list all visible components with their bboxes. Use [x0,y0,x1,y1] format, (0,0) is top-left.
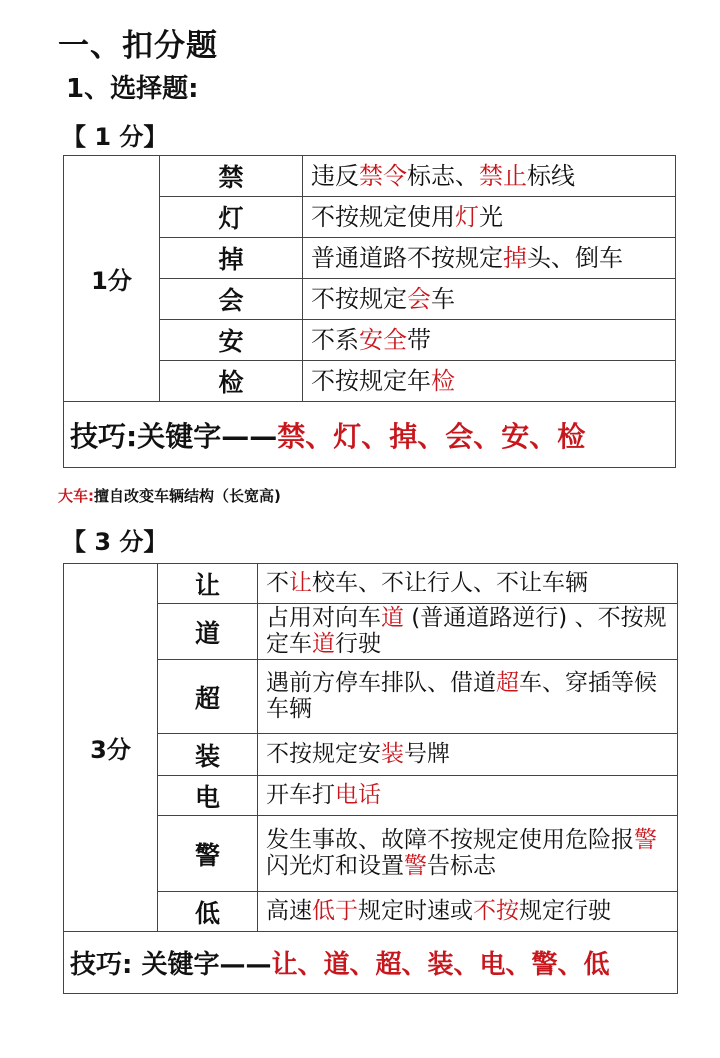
description-cell [303,197,676,238]
tip-cell [64,932,678,994]
keyword-cell: 低 [158,892,258,932]
keyword-cell: 检 [160,361,303,402]
description-text: 告标志 [427,852,496,879]
tip-keywords: 禁、灯、掉、会、安、检 [277,419,586,453]
description-cell [258,816,678,892]
three-point-table [63,563,678,994]
keyword-cell: 装 [158,734,258,776]
description-text: 头、倒车 [527,243,623,272]
description-text: 标志、 [407,161,479,190]
keyword-highlight: 超 [496,669,519,696]
keyword-cell: 道 [158,604,258,660]
keyword-cell: 让 [158,564,258,604]
keyword-cell: 禁 [160,156,303,197]
tip-row [64,402,676,468]
description-text: 规定时速或 [358,897,473,924]
keyword-highlight: 禁令 [359,161,407,190]
description-text: 号牌 [404,740,450,767]
score-cell: 3分 [64,564,158,932]
keyword-highlight: 警 [404,852,427,879]
section-heading: 一、扣分题 [58,28,218,64]
tip-keywords: 让、道、超、装、电、警、低 [271,950,610,980]
description-cell [258,734,678,776]
description-text: 普通道路不按规定 [311,243,503,272]
one-point-rows [64,156,676,468]
subsection-heading: 1、选择题: [66,74,199,104]
description-text: 闪光灯和设置 [266,852,404,879]
one-point-label: 【 1 分】 [62,123,168,151]
description-text: 光 [479,202,503,231]
description-cell [258,604,678,660]
keyword-cell: 电 [158,776,258,816]
keyword-highlight: 电话 [335,781,381,808]
note-text: 擅自改变车辆结构（长宽高) [94,487,281,505]
description-text: 不 [266,569,289,596]
keyword-cell: 超 [158,660,258,734]
description-cell [258,660,678,734]
description-text: 违反 [311,161,359,190]
description-cell [258,776,678,816]
one-point-table [63,155,676,468]
tip-prefix: 关键字—— [132,950,272,980]
keyword-highlight: 道 [312,630,335,657]
keyword-cell: 会 [160,279,303,320]
tip-row [64,932,678,994]
keyword-highlight: 禁止 [479,161,527,190]
tip-label: 技巧: [70,950,133,980]
description-cell [303,279,676,320]
three-point-label: 【 3 分】 [62,528,168,556]
three-point-rows [64,564,678,994]
description-text: 不按规定使用 [311,202,455,231]
description-text: 占用对向车 [266,604,381,631]
keyword-highlight: 低于 [312,897,358,924]
description-text: 规定行驶 [519,897,611,924]
description-text: 不按规定年 [311,366,431,395]
description-text: 行驶 [335,630,381,657]
keyword-highlight: 会 [407,284,431,313]
tip-prefix: 关键字—— [137,419,278,453]
description-text: 带 [407,325,431,354]
description-text: 校车、不让行人、不让车辆 [312,569,588,596]
description-text: 车 [431,284,455,313]
description-text: 车、穿插等候车辆 [266,669,657,722]
description-text: (普通道路逆行) 、不按规定车 [266,604,667,657]
description-cell [258,892,678,932]
description-text: 标线 [527,161,575,190]
score-cell: 1分 [64,156,160,402]
description-cell [303,320,676,361]
keyword-highlight: 掉 [503,243,527,272]
tip-label: 技巧: [70,419,138,453]
tip-cell [64,402,676,468]
description-text: 发生事故、故障不按规定使用危险报 [266,826,634,853]
description-text: 遇前方停车排队、借道 [266,669,496,696]
description-cell [258,564,678,604]
keyword-highlight: 让 [289,569,312,596]
table-row [64,156,676,197]
description-cell [303,238,676,279]
keyword-cell: 灯 [160,197,303,238]
keyword-cell: 安 [160,320,303,361]
keyword-cell: 掉 [160,238,303,279]
description-text: 不系 [311,325,359,354]
description-text: 不按规定安 [266,740,381,767]
keyword-highlight: 检 [431,366,455,395]
keyword-highlight: 安全 [359,325,407,354]
keyword-cell: 警 [158,816,258,892]
keyword-highlight: 道 [381,604,404,631]
description-text: 不按规定 [311,284,407,313]
description-cell [303,361,676,402]
large-vehicle-note [58,485,281,506]
description-text: 高速 [266,897,312,924]
description-cell [303,156,676,197]
keyword-highlight: 装 [381,740,404,767]
keyword-highlight: 警 [634,826,657,853]
note-label: 大车: [58,487,94,505]
table-row [64,564,678,604]
keyword-highlight: 不按 [473,897,519,924]
keyword-highlight: 灯 [455,202,479,231]
description-text: 开车打 [266,781,335,808]
